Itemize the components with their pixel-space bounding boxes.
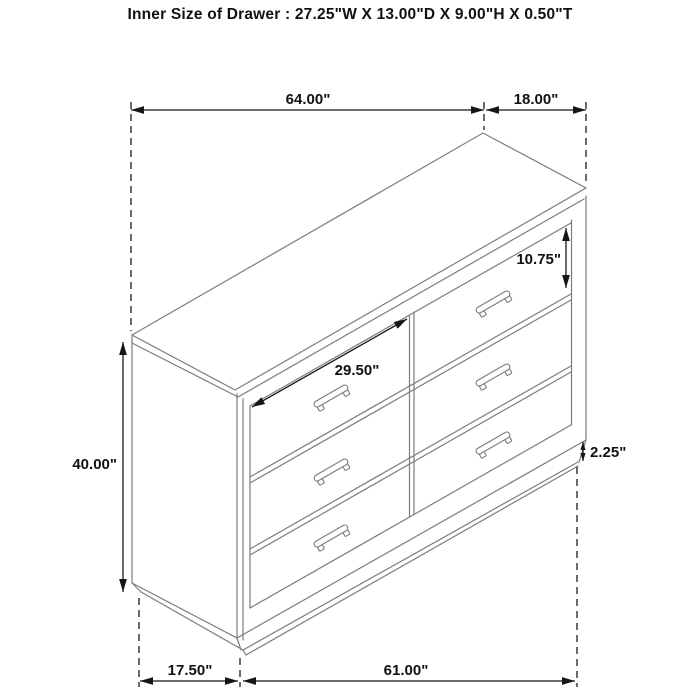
- dimension-opening-width-label: 29.50": [334, 362, 380, 379]
- drawer-handle: [475, 363, 513, 391]
- drawer-bottom-edge: [250, 425, 571, 608]
- dimension-bottom-width: [243, 662, 575, 681]
- drawer-handle: [313, 458, 351, 486]
- dimension-bottom-width-label: 61.00": [383, 662, 429, 679]
- dimension-top-width-label: 64.00": [285, 91, 331, 108]
- base-bottom-front-edge: [243, 462, 578, 650]
- drawer-divider-2a: [250, 366, 571, 549]
- drawer-handle: [475, 431, 513, 459]
- drawer-handle: [475, 290, 513, 318]
- dimension-base-height: [583, 442, 626, 461]
- base-front-corner-tick-2: [243, 650, 246, 655]
- drawer-handle: [313, 384, 351, 412]
- dimension-base-height-label: 2.25": [590, 444, 627, 461]
- dresser-outline: [132, 133, 586, 655]
- drawer-handles: [313, 290, 513, 552]
- drawer-divider-2b: [250, 372, 571, 555]
- cabinet-bottom-front-edge: [237, 440, 586, 638]
- dimension-bottom-depth: [140, 662, 238, 681]
- dimension-top-depth: [486, 91, 586, 110]
- side-bottom-edge: [132, 583, 237, 638]
- page-title: Inner Size of Drawer : 27.25"W X 13.00"D X 9.00"H X 0.50"T: [127, 6, 573, 23]
- base-bottom-front-edge-2: [246, 466, 578, 655]
- base-bottom-side-edge: [141, 592, 243, 650]
- dimension-drawer-height-label: 10.75": [516, 251, 561, 268]
- dimension-overall-height: [72, 342, 123, 592]
- dimension-overall-height-label: 40.00": [72, 456, 117, 473]
- dimension-top-depth-label: 18.00": [513, 91, 559, 108]
- dimension-drawer-height: [516, 228, 566, 288]
- drawer-handle: [313, 524, 351, 552]
- dimension-bottom-depth-label: 17.50": [167, 662, 213, 679]
- dimension-top-width: [131, 91, 484, 110]
